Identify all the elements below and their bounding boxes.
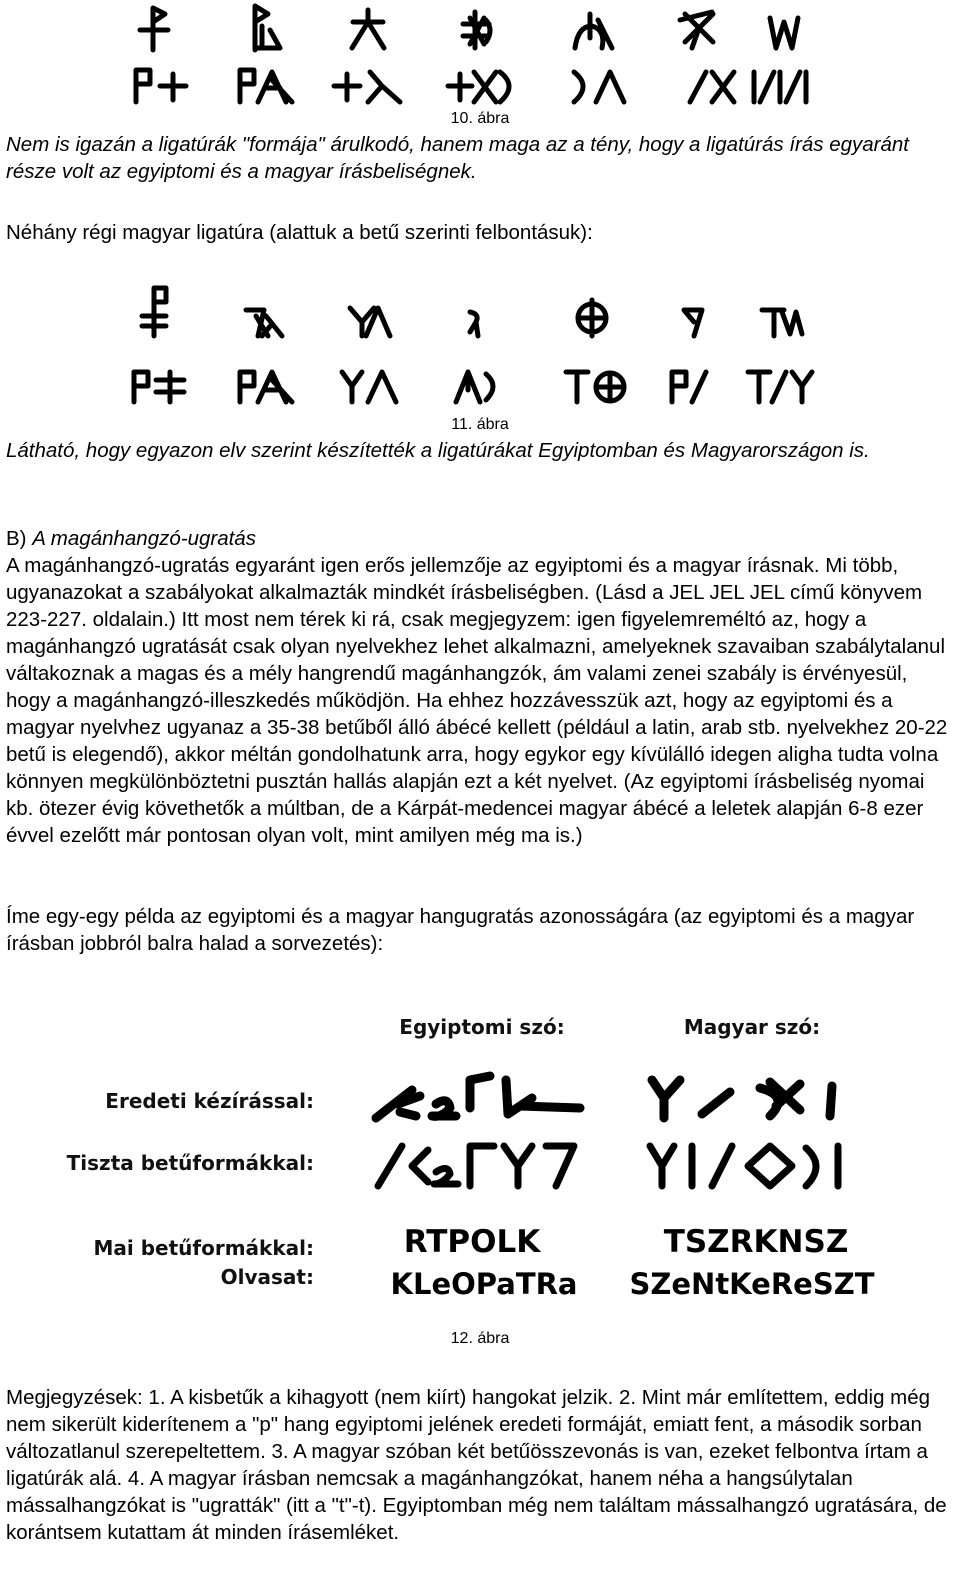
hungarian-decomposition-7: [748, 372, 812, 402]
paragraph-ligature-conclusion: Látható, hogy egyazon elv szerint készítették a ligatúrákat Egyiptomban és Magyarországon is.: [6, 439, 870, 462]
figure-10-caption: 10. ábra: [450, 110, 510, 127]
section-prefix: B): [6, 527, 33, 550]
decomposition-5: [574, 72, 624, 102]
figure-12-image: [0, 1000, 960, 1320]
paragraph-ligature-note: Nem is igazán a ligatúrák "formája" árulkodó, hanem maga az a tény, hogy a ligatúrás írás egyaránt része volt az egyiptomi és a magyar írásbeliségnek.: [6, 133, 909, 183]
hungarian-decomposition-6: [672, 372, 706, 402]
hungarian-decomposition-2: [240, 372, 292, 402]
egyptian-modern-letters: RTPOLK: [403, 1224, 541, 1260]
decomposition-2: [240, 70, 292, 102]
row-label-modern-letters: Mai betűformákkal:: [93, 1236, 314, 1260]
egyptian-reading: KLeOPaTRa: [390, 1267, 578, 1301]
hungarian-ligature-4: [470, 312, 478, 336]
egyptian-clean-glyphs: [378, 1146, 574, 1186]
figure-11-caption: 11. ábra: [451, 416, 509, 433]
figure-11-image: [0, 280, 960, 410]
ligature-glyph-7: [770, 18, 798, 48]
ligature-glyph-3: [352, 10, 384, 48]
hungarian-decomposition-4: [456, 372, 493, 402]
ligature-glyph-6: [680, 12, 713, 48]
hungarian-ligature-2: [246, 310, 282, 336]
ligature-glyph-5: [575, 14, 612, 48]
egyptian-handwritten-glyphs: [376, 1076, 580, 1118]
figure-12-comparison: [0, 1000, 960, 1320]
hungarian-column-header: Magyar szó:: [683, 1015, 821, 1039]
row-label-clean-letters: Tiszta betűformákkal:: [66, 1151, 314, 1175]
ligature-glyph-4: [463, 12, 490, 48]
hungarian-ligature-7: [762, 310, 802, 336]
hungarian-clean-glyphs: [650, 1146, 838, 1186]
figure-10-glyphs: [0, 0, 960, 108]
egyptian-column-header: Egyiptomi szó:: [399, 1015, 565, 1039]
paragraph-example-intro: Íme egy-egy példa az egyiptomi és a magyar hangugratás azonosságára (az egyiptomi és a magyar írásban jobbról balra halad a sorvezetés):: [6, 905, 915, 955]
hungarian-decomposition-5: [566, 372, 624, 402]
section-title: A magánhangzó-ugratás: [32, 527, 256, 550]
ligature-glyph-1: [140, 8, 168, 50]
row-label-reading: Olvasat:: [220, 1265, 314, 1289]
section-heading: [6, 525, 956, 552]
hungarian-decomposition-1: [134, 372, 184, 402]
row-label-handwritten: Eredeti kézírással:: [105, 1089, 314, 1113]
decomposition-3: [334, 72, 400, 102]
paragraph-hungarian-ligatures-intro: Néhány régi magyar ligatúra (alattuk a betű szerinti felbontásuk):: [6, 221, 593, 244]
paragraph-vowel-skipping: A magánhangzó-ugratás egyaránt igen erős jellemzője az egyiptomi és a magyar írásnak. Mi több, ugyanazokat a szabályokat alkalmazták mindkét írásbeliségben. (Lásd a JEL JEL JEL című könyvem 223-227. oldalain.) Itt most nem térek ki rá, csak megjegyzem: igen figyelemreméltó az, hogy a magánhangzó ugratását csak olyan nyelvekhez lehet alkalmazni, amelyeknek szavaiban szabálytalanul váltakoznak a magas és a mély hangrendű magánhangzók, ám valami zenei szabály is érvényesül, hogy a magánhangzó-illeszkedés működjön. Ha ehhez hozzávesszük azt, hogy az egyiptomi és a magyar nyelvhez ugyanaz a 35-38 betűből álló ábécé kellett (például a latin, arab stb. nyelvekhez 20-22 betű is elegendő), akkor méltán gondolhatunk arra, hogy egykor egy kívülálló idegen aligha tudta volna könnyen megkülönböztetni pusztán hallás alapján ezt a két nyelvet. (Az egyiptomi írásbeliség nyomai kb. ötezer évig követhetők a múltban, de a Kárpát-medencei magyar ábécé a leletek alapján 6-8 ezer évvel ezelőtt már pontosan olyan volt, mint amilyen még ma is.): [6, 554, 948, 847]
hungarian-ligature-6: [684, 310, 702, 336]
decomposition-6: [690, 72, 734, 102]
figure-12-caption: 12. ábra: [450, 1330, 510, 1347]
decomposition-4: [448, 72, 509, 102]
hungarian-reading: SZeNtKeReSZT: [629, 1267, 875, 1301]
hungarian-decomposition-3: [342, 372, 396, 402]
hungarian-modern-letters: TSZRKNSZ: [663, 1224, 849, 1260]
hungarian-ligature-1: [142, 288, 166, 336]
hungarian-ligature-3: [350, 308, 390, 336]
hungarian-ligature-5: [578, 300, 606, 336]
decomposition-1: [136, 70, 186, 102]
figure-10-image: [0, 0, 960, 108]
ligature-glyph-2: [255, 6, 280, 50]
figure-11-glyphs: [0, 280, 960, 410]
hungarian-handwritten-glyphs: [652, 1080, 832, 1118]
paragraph-notes: Megjegyzések: 1. A kisbetűk a kihagyott (nem kiírt) hangokat jelzik. 2. Mint már említettem, eddig még nem sikerült kiderítenem a "p" hang egyiptomi jelének eredeti formáját, emiatt fent, a második sorban változatlanul szerepeltettem. 3. A magyar szóban két betűösszevonás is van, ezeket felbontva írtam a ligatúrák alá. 4. A magyar írásban nemcsak a magánhangzókat, hanem néha a hangsúlytalan mássalhangzókat is "ugratták" (itt a "t"-t). Egyiptomban még nem találtam mássalhangzó ugratására, de korántsem kutattam át minden írásemléket.: [6, 1386, 947, 1544]
decomposition-7: [754, 72, 806, 102]
